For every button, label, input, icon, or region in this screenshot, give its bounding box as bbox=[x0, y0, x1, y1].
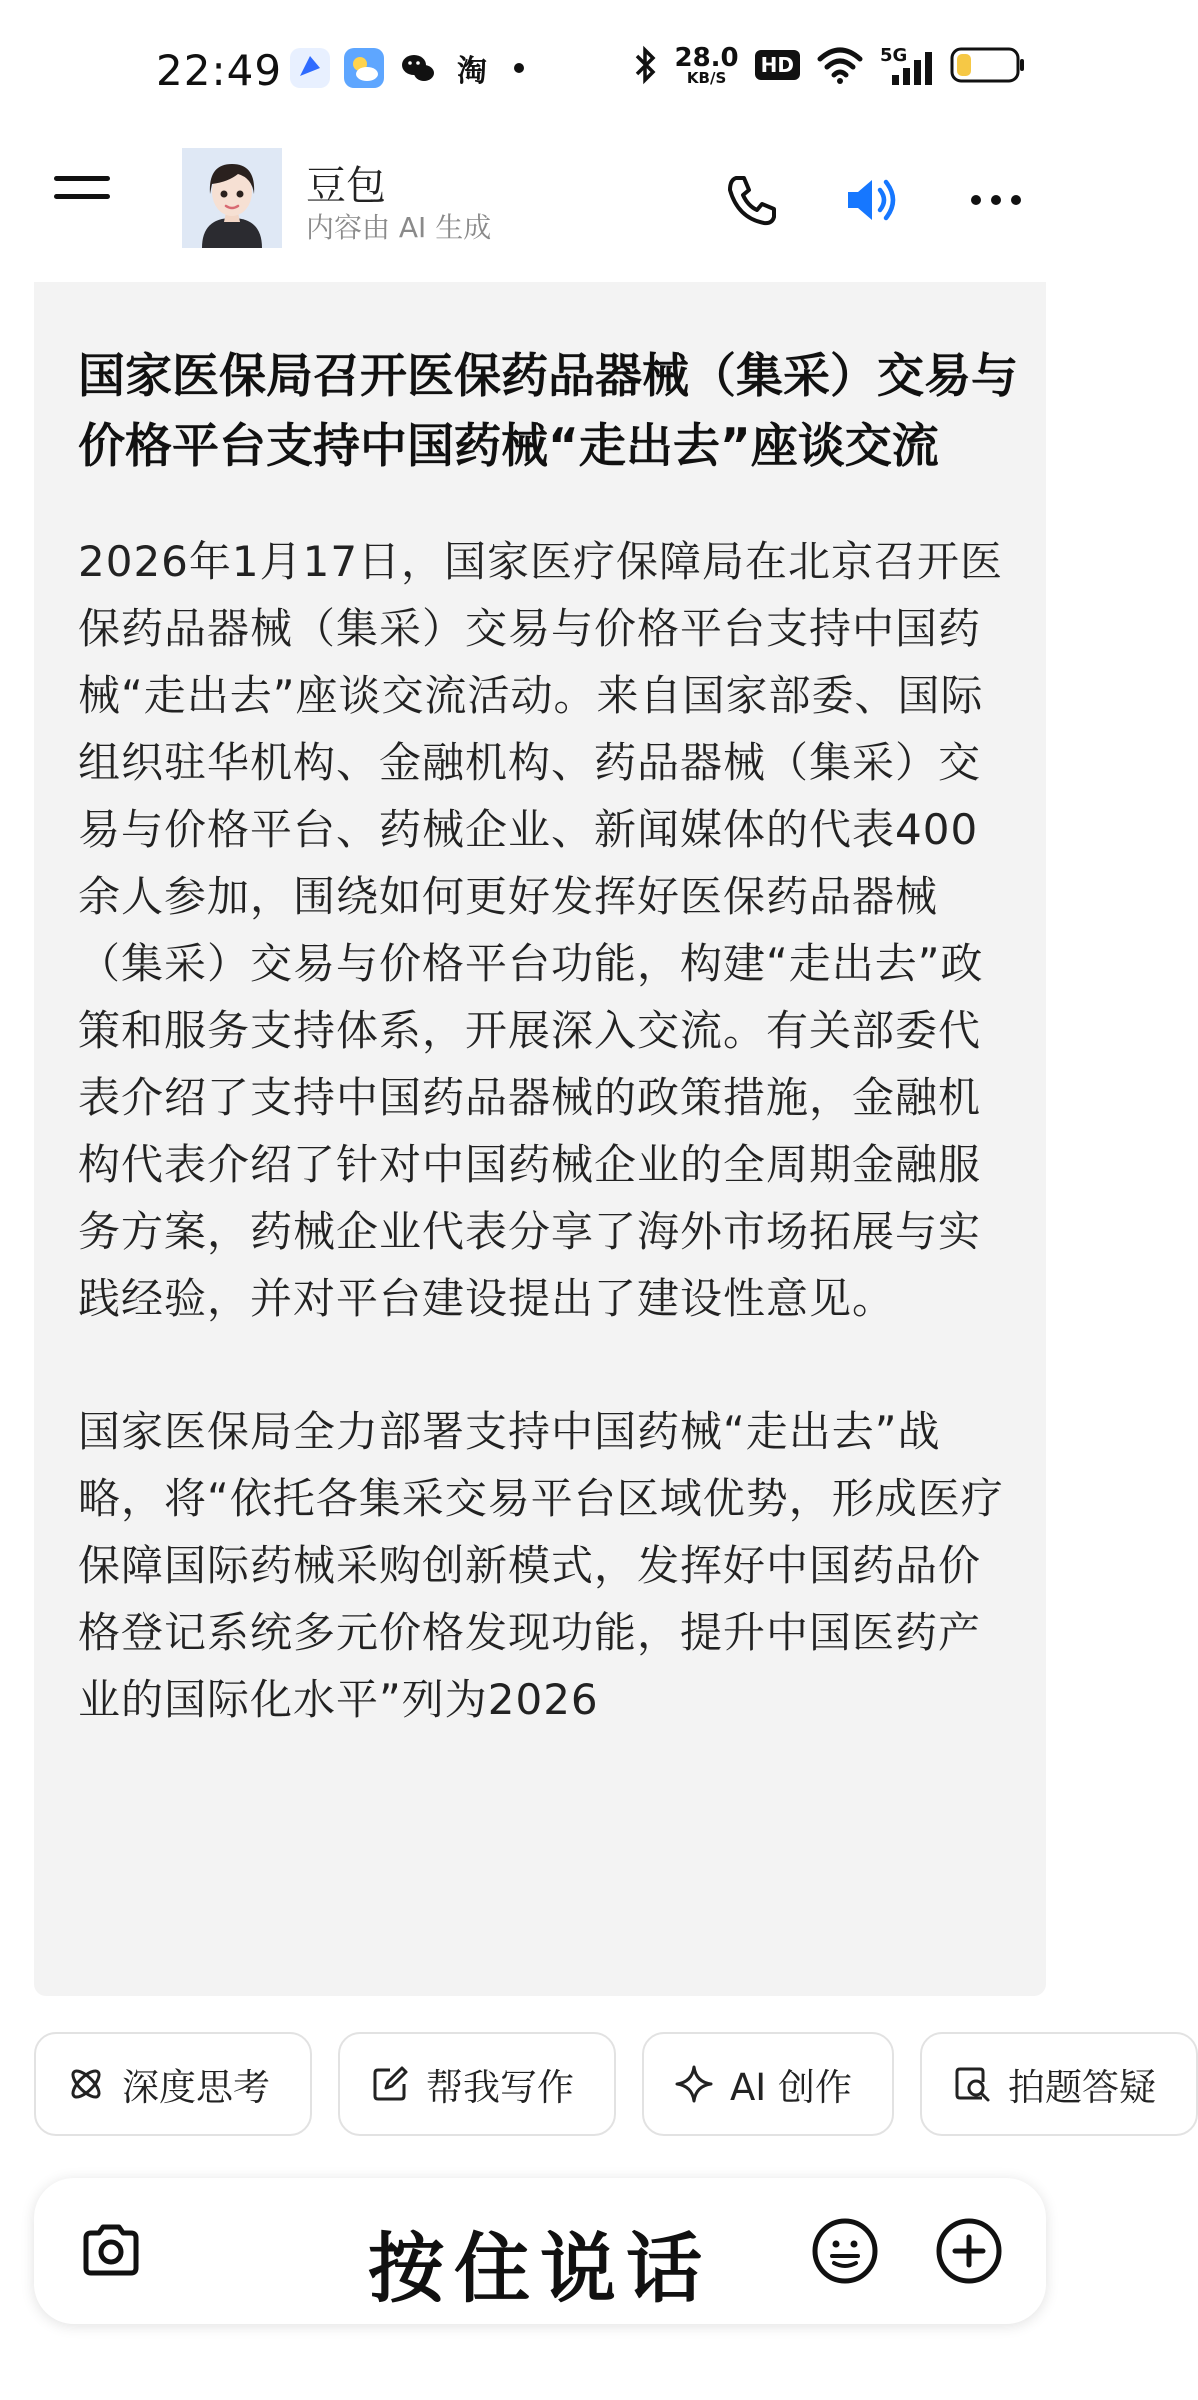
more-icon[interactable] bbox=[966, 170, 1026, 230]
notification-icons bbox=[290, 48, 526, 88]
bluetooth-icon bbox=[631, 44, 659, 86]
message-content bbox=[78, 342, 1018, 1799]
emoji-icon[interactable] bbox=[810, 2216, 880, 2286]
chip-label: 深度思考 bbox=[122, 2066, 270, 2109]
wifi-icon bbox=[816, 45, 864, 85]
article-paragraph: 国家医保局全力部署支持中国药械“走出去”战略，将“依托各集采交易平台区域优势，形成医疗保障国际药械采购创新模式，发挥好中国药品价格登记系统多元价格发现功能，提升中国医药产业的国际化水平”列为2026 bbox=[78, 1407, 1004, 1724]
status-bar bbox=[0, 0, 1080, 140]
article-paragraph: 2026年1月17日，国家医疗保障局在北京召开医保药品器械（集采）交易与价格平台支持中国药械“走出去”座谈交流活动。来自国家部委、国际组织驻华机构、金融机构、药品器械（集采）交易与价格平台、药械企业、新闻媒体的代表400余人参加，围绕如何更好发挥好医保药品器械（集采）交易与价格平台功能，构建“走出去”政策和服务支持体系，开展深入交流。有关部委代表介绍了支持中国药品器械的政策措施，金融机构代表介绍了针对中国药械企业的全周期金融服务方案，药械企业代表分享了海外市场拓展与实践经验，并对平台建设提出了建设性意见。 bbox=[78, 537, 1004, 1323]
weather-icon bbox=[344, 48, 384, 88]
status-right bbox=[631, 44, 1027, 86]
input-bar bbox=[34, 2178, 1046, 2324]
chat-header bbox=[0, 140, 1080, 280]
chip-label: 帮我写作 bbox=[426, 2066, 574, 2109]
article-title: 国家医保局召开医保药品器械（集采）交易与价格平台支持中国药械“走出去”座谈交流 bbox=[78, 349, 1018, 474]
edit-icon bbox=[370, 2064, 410, 2104]
menu-icon[interactable] bbox=[54, 176, 110, 216]
chip-ai-create[interactable] bbox=[642, 2032, 894, 2136]
hold-to-talk-button[interactable]: 按住说话 bbox=[368, 2224, 712, 2313]
avatar-portrait bbox=[182, 148, 282, 248]
blue-app-icon bbox=[290, 48, 330, 88]
ai-disclaimer: 内容由 AI 生成 bbox=[306, 211, 492, 244]
taobao-icon: 淘 bbox=[457, 54, 487, 89]
plus-icon[interactable] bbox=[934, 2216, 1004, 2286]
dot-icon bbox=[512, 61, 526, 75]
avatar[interactable] bbox=[182, 148, 282, 248]
scan-question-icon bbox=[952, 2064, 992, 2104]
chip-label: AI 创作 bbox=[730, 2066, 852, 2109]
phone-icon[interactable] bbox=[722, 170, 782, 230]
chip-label: 拍题答疑 bbox=[1007, 2066, 1156, 2109]
atom-icon bbox=[66, 2064, 106, 2104]
chip-photo-question[interactable] bbox=[920, 2032, 1198, 2136]
battery-icon bbox=[950, 46, 1026, 84]
suggestion-chips bbox=[34, 2032, 1198, 2136]
status-time: 22:49 bbox=[156, 46, 283, 95]
hd-badge: HD bbox=[755, 50, 800, 80]
bot-name: 豆包 bbox=[306, 163, 386, 209]
wechat-icon bbox=[398, 48, 438, 88]
chip-deep-think[interactable] bbox=[34, 2032, 312, 2136]
message-card bbox=[34, 282, 1046, 1996]
cellular-signal: 5G bbox=[880, 45, 934, 85]
chip-help-write[interactable] bbox=[338, 2032, 616, 2136]
speaker-icon[interactable] bbox=[842, 170, 902, 230]
net-speed: 28.0 KB/S bbox=[674, 42, 739, 87]
sparkle-icon bbox=[674, 2064, 714, 2104]
